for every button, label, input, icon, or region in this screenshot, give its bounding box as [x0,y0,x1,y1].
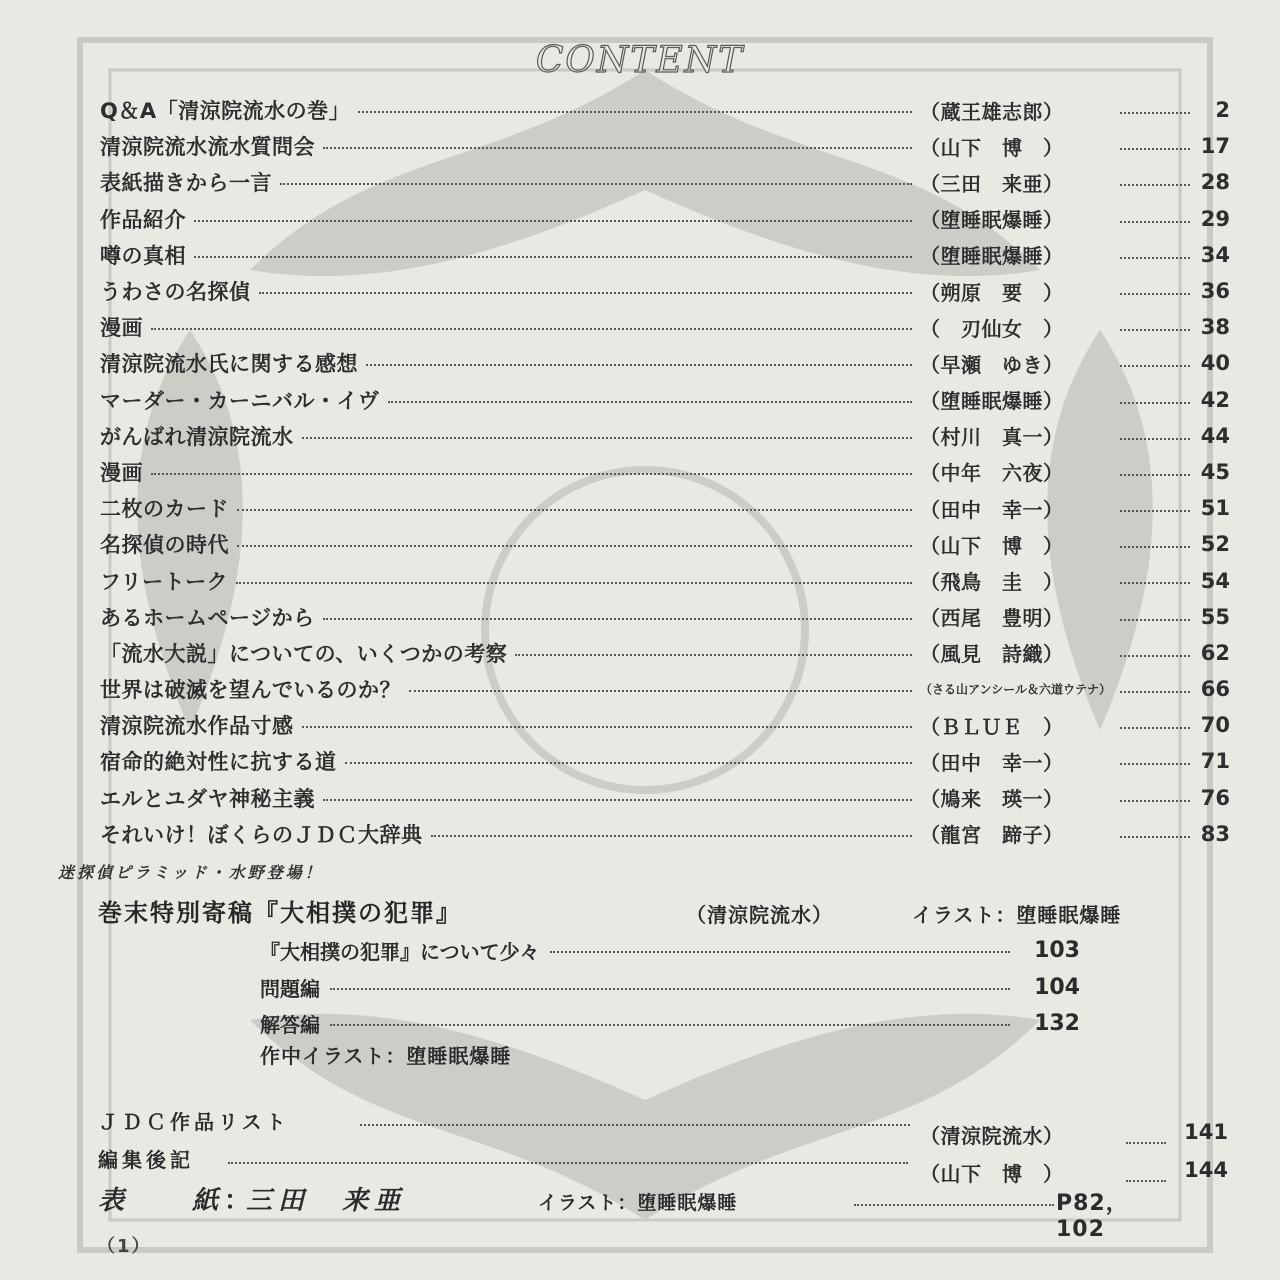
toc-author: （田中 幸一） [920,750,1064,775]
leader-dots [302,726,913,728]
toc-author: （早瀬 ゆき） [920,352,1064,377]
toc-page: 55 [1200,604,1230,629]
leader-dots [1120,582,1190,584]
toc-row [100,599,1230,635]
toc-row [100,273,1230,309]
toc-row [100,780,1230,816]
toc-title-area [100,421,920,451]
leader-dots [259,292,913,294]
toc-title-area [100,819,920,849]
back-item-author: （清涼院流水） [920,1124,1064,1148]
toc-title-area [100,131,920,161]
toc-title-area [100,95,920,125]
toc-author: （村川 真一） [920,425,1064,450]
special-illustration: イラスト：堕睡眠爆睡 [912,903,1122,927]
toc-page: 34 [1200,242,1230,267]
toc-title: それいけ！ぼくらのＪＤＣ大辞典 [100,822,423,847]
leader-dots [323,618,912,620]
toc-title: 清涼院流水氏に関する感想 [100,352,358,377]
subitem-title: 問題編 [260,976,320,1001]
leader-dots [151,328,912,330]
leader-dots [330,1024,1010,1026]
toc-title: 清涼院流水流水質問会 [100,135,315,160]
toc-row [100,454,1230,490]
toc-row [100,309,1230,345]
toc-page: 40 [1200,351,1230,376]
toc-page: 44 [1200,423,1230,448]
leader-dots [194,220,912,222]
toc-row [100,382,1230,418]
toc-title: うわさの名探偵 [100,280,251,305]
toc-row [100,164,1230,200]
toc-page: 28 [1200,170,1230,195]
special-author: （清涼院流水） [686,903,833,927]
leader-dots [194,256,912,258]
toc-title: 二枚のカード [100,497,229,522]
cover-pages: P82，102 [1056,1191,1129,1242]
leader-dots [1120,655,1190,657]
toc-page: 54 [1200,568,1230,593]
toc-page: 42 [1200,387,1230,412]
leader-dots [1120,112,1190,114]
toc-title: フリートーク [100,569,229,594]
toc-row [100,635,1230,671]
toc-title-area [100,566,920,596]
leader-dots [151,473,912,475]
toc-title-area [100,674,920,704]
toc-row [100,418,1230,454]
toc-page: 17 [1200,134,1230,159]
toc-page: 45 [1200,459,1230,484]
toc-title: エルとユダヤ神秘主義 [100,786,315,811]
leader-dots [1120,184,1190,186]
toc-title-area [100,638,920,668]
leader-dots [550,951,1010,953]
toc-author: （山下 博 ） [920,533,1064,558]
special-title: 巻末特別寄稿『大相撲の犯罪』 [98,899,462,927]
toc-page: 83 [1200,821,1230,846]
toc-title-area [100,167,920,197]
subitem-title: 『大相撲の犯罪』について少々 [260,939,540,964]
special-subitem [260,933,1080,967]
leader-dots [1120,293,1190,295]
leader-dots [302,437,913,439]
cover-credit [98,1180,1148,1242]
toc-title: 宿命的絶対性に抗する道 [100,750,337,775]
toc-title-area [100,385,920,415]
toc-author: （鳩来 瑛一） [920,787,1064,812]
page-title: CONTENT [535,40,745,81]
toc-row [100,671,1230,707]
toc-title: 漫画 [100,460,143,485]
back-item-author: （山下 博 ） [920,1162,1064,1186]
toc-title: 世界は破滅を望んでいるのか？ [100,678,401,703]
leader-dots [358,111,912,113]
back-item-page: 144 [1184,1158,1228,1182]
leader-dots [1120,619,1190,621]
subitem-page: 103 [1034,937,1080,963]
special-subitem [260,1006,1080,1040]
leader-dots [236,582,912,584]
toc-author: （ 刃仙女 ） [920,316,1064,341]
toc-author: （西尾 豊明） [920,606,1064,631]
leader-dots [1120,438,1190,440]
special-subitem [260,970,1080,1004]
toc-author: （ＢＬＵＥ ） [920,714,1064,739]
toc-author: （山下 博 ） [920,135,1064,160]
toc-title: 清涼院流水作品寸感 [100,714,294,739]
special-tagline: 迷探偵ピラミッド・水野登場！ [58,863,324,882]
toc-title: 噂の真相 [100,243,186,268]
leader-dots [330,988,1010,990]
toc-author: （中年 六夜） [920,461,1064,486]
toc-row [100,201,1230,237]
toc-author: （堕睡眠爆睡） [920,244,1064,269]
toc-row [100,562,1230,598]
toc-row [100,526,1230,562]
leader-dots [409,690,912,692]
leader-dots [1120,221,1190,223]
toc-title: 表紙描きから一言 [100,171,272,196]
toc-page: 66 [1200,677,1230,702]
leader-dots [1120,257,1190,259]
toc-page: 70 [1200,713,1230,738]
toc-row [100,92,1230,128]
cover-label-2: 紙 [192,1186,219,1216]
inner-illustration: 作中イラスト：堕睡眠爆睡 [260,1044,512,1068]
toc-title-area [100,276,920,306]
cover-artist: 三田 来亜 [246,1186,407,1216]
leader-dots [1120,474,1190,476]
toc-row [100,707,1230,743]
toc-title-area [100,710,920,740]
toc-row [100,743,1230,779]
toc-title-area [100,783,920,813]
toc-author: （さる山アンシール＆六道ウテナ） [920,682,1111,697]
toc-page: 29 [1200,206,1230,231]
leader-dots [388,401,913,403]
back-item-title: ＪＤＣ作品リスト [98,1110,290,1134]
toc-author: （蔵王雄志郎） [920,99,1064,124]
toc-title-area [100,312,920,342]
toc-author: （風見 詩織） [920,642,1064,667]
toc-title-area [100,529,920,559]
leader-dots [1120,365,1190,367]
toc-author: （堕睡眠爆睡） [920,389,1064,414]
toc-title-area [100,493,920,523]
leader-dots [1120,727,1190,729]
toc-author: （三田 来亜） [920,171,1064,196]
toc-author: （朔原 要 ） [920,280,1064,305]
cover-separator: ： [224,1186,251,1216]
toc-page: 71 [1200,749,1230,774]
leader-dots [366,364,912,366]
leader-dots [237,509,912,511]
toc-title: 漫画 [100,316,143,341]
page-number: （1） [97,1236,152,1257]
leader-dots [345,762,913,764]
toc-page: 2 [1215,98,1230,123]
toc-row [100,345,1230,381]
toc-list [100,92,1230,852]
leader-dots [854,1204,1054,1206]
leader-dots [237,545,912,547]
leader-dots [228,1162,908,1164]
toc-author: （飛鳥 圭 ） [920,570,1064,595]
toc-title: Q＆A「清涼院流水の巻」 [100,99,351,124]
leader-dots [1120,329,1190,331]
toc-title: あるホームページから [100,605,315,630]
subitem-page: 132 [1034,1010,1080,1036]
leader-dots [1120,763,1190,765]
toc-title-area [100,204,920,234]
back-item-title: 編集後記 [98,1148,194,1172]
toc-author: （龍宮 蹄子） [920,823,1064,848]
leader-dots [431,835,913,837]
leader-dots [1120,836,1190,838]
leader-dots [280,183,912,185]
toc-page: 36 [1200,279,1230,304]
toc-row [100,128,1230,164]
toc-page: 51 [1200,496,1230,521]
leader-dots [360,1124,910,1126]
toc-title: がんばれ清涼院流水 [100,424,294,449]
leader-dots [1120,402,1190,404]
toc-row [100,490,1230,526]
toc-author: （田中 幸一） [920,497,1064,522]
toc-page: 62 [1200,640,1230,665]
toc-title-area [100,457,920,487]
toc-page: 76 [1200,785,1230,810]
leader-dots [1120,691,1190,693]
toc-page: 52 [1200,532,1230,557]
subitem-title: 解答編 [260,1012,320,1037]
toc-title: 作品紹介 [100,207,186,232]
leader-dots [515,654,912,656]
leader-dots [1120,546,1190,548]
leader-dots [1120,148,1190,150]
toc-title-area [100,348,920,378]
toc-title: 「流水大説」についての、いくつかの考察 [100,641,508,666]
leader-dots [1120,800,1190,802]
toc-title-area [100,746,920,776]
toc-row [100,237,1230,273]
back-item [98,1144,1228,1186]
toc-page: 38 [1200,315,1230,340]
toc-title: 名探偵の時代 [100,533,229,558]
leader-dots [323,147,912,149]
cover-illustration: イラスト：堕睡眠爆睡 [538,1192,738,1214]
cover-label-1: 表 [98,1186,125,1216]
toc-author: （堕睡眠爆睡） [920,208,1064,233]
leader-dots [323,799,912,801]
toc-row [100,816,1230,852]
leader-dots [1120,510,1190,512]
toc-title: マーダー・カーニバル・イヴ [100,388,380,413]
toc-title-area [100,240,920,270]
back-item-page: 141 [1184,1120,1228,1144]
subitem-page: 104 [1034,974,1080,1000]
back-item [98,1106,1228,1148]
toc-title-area [100,602,920,632]
